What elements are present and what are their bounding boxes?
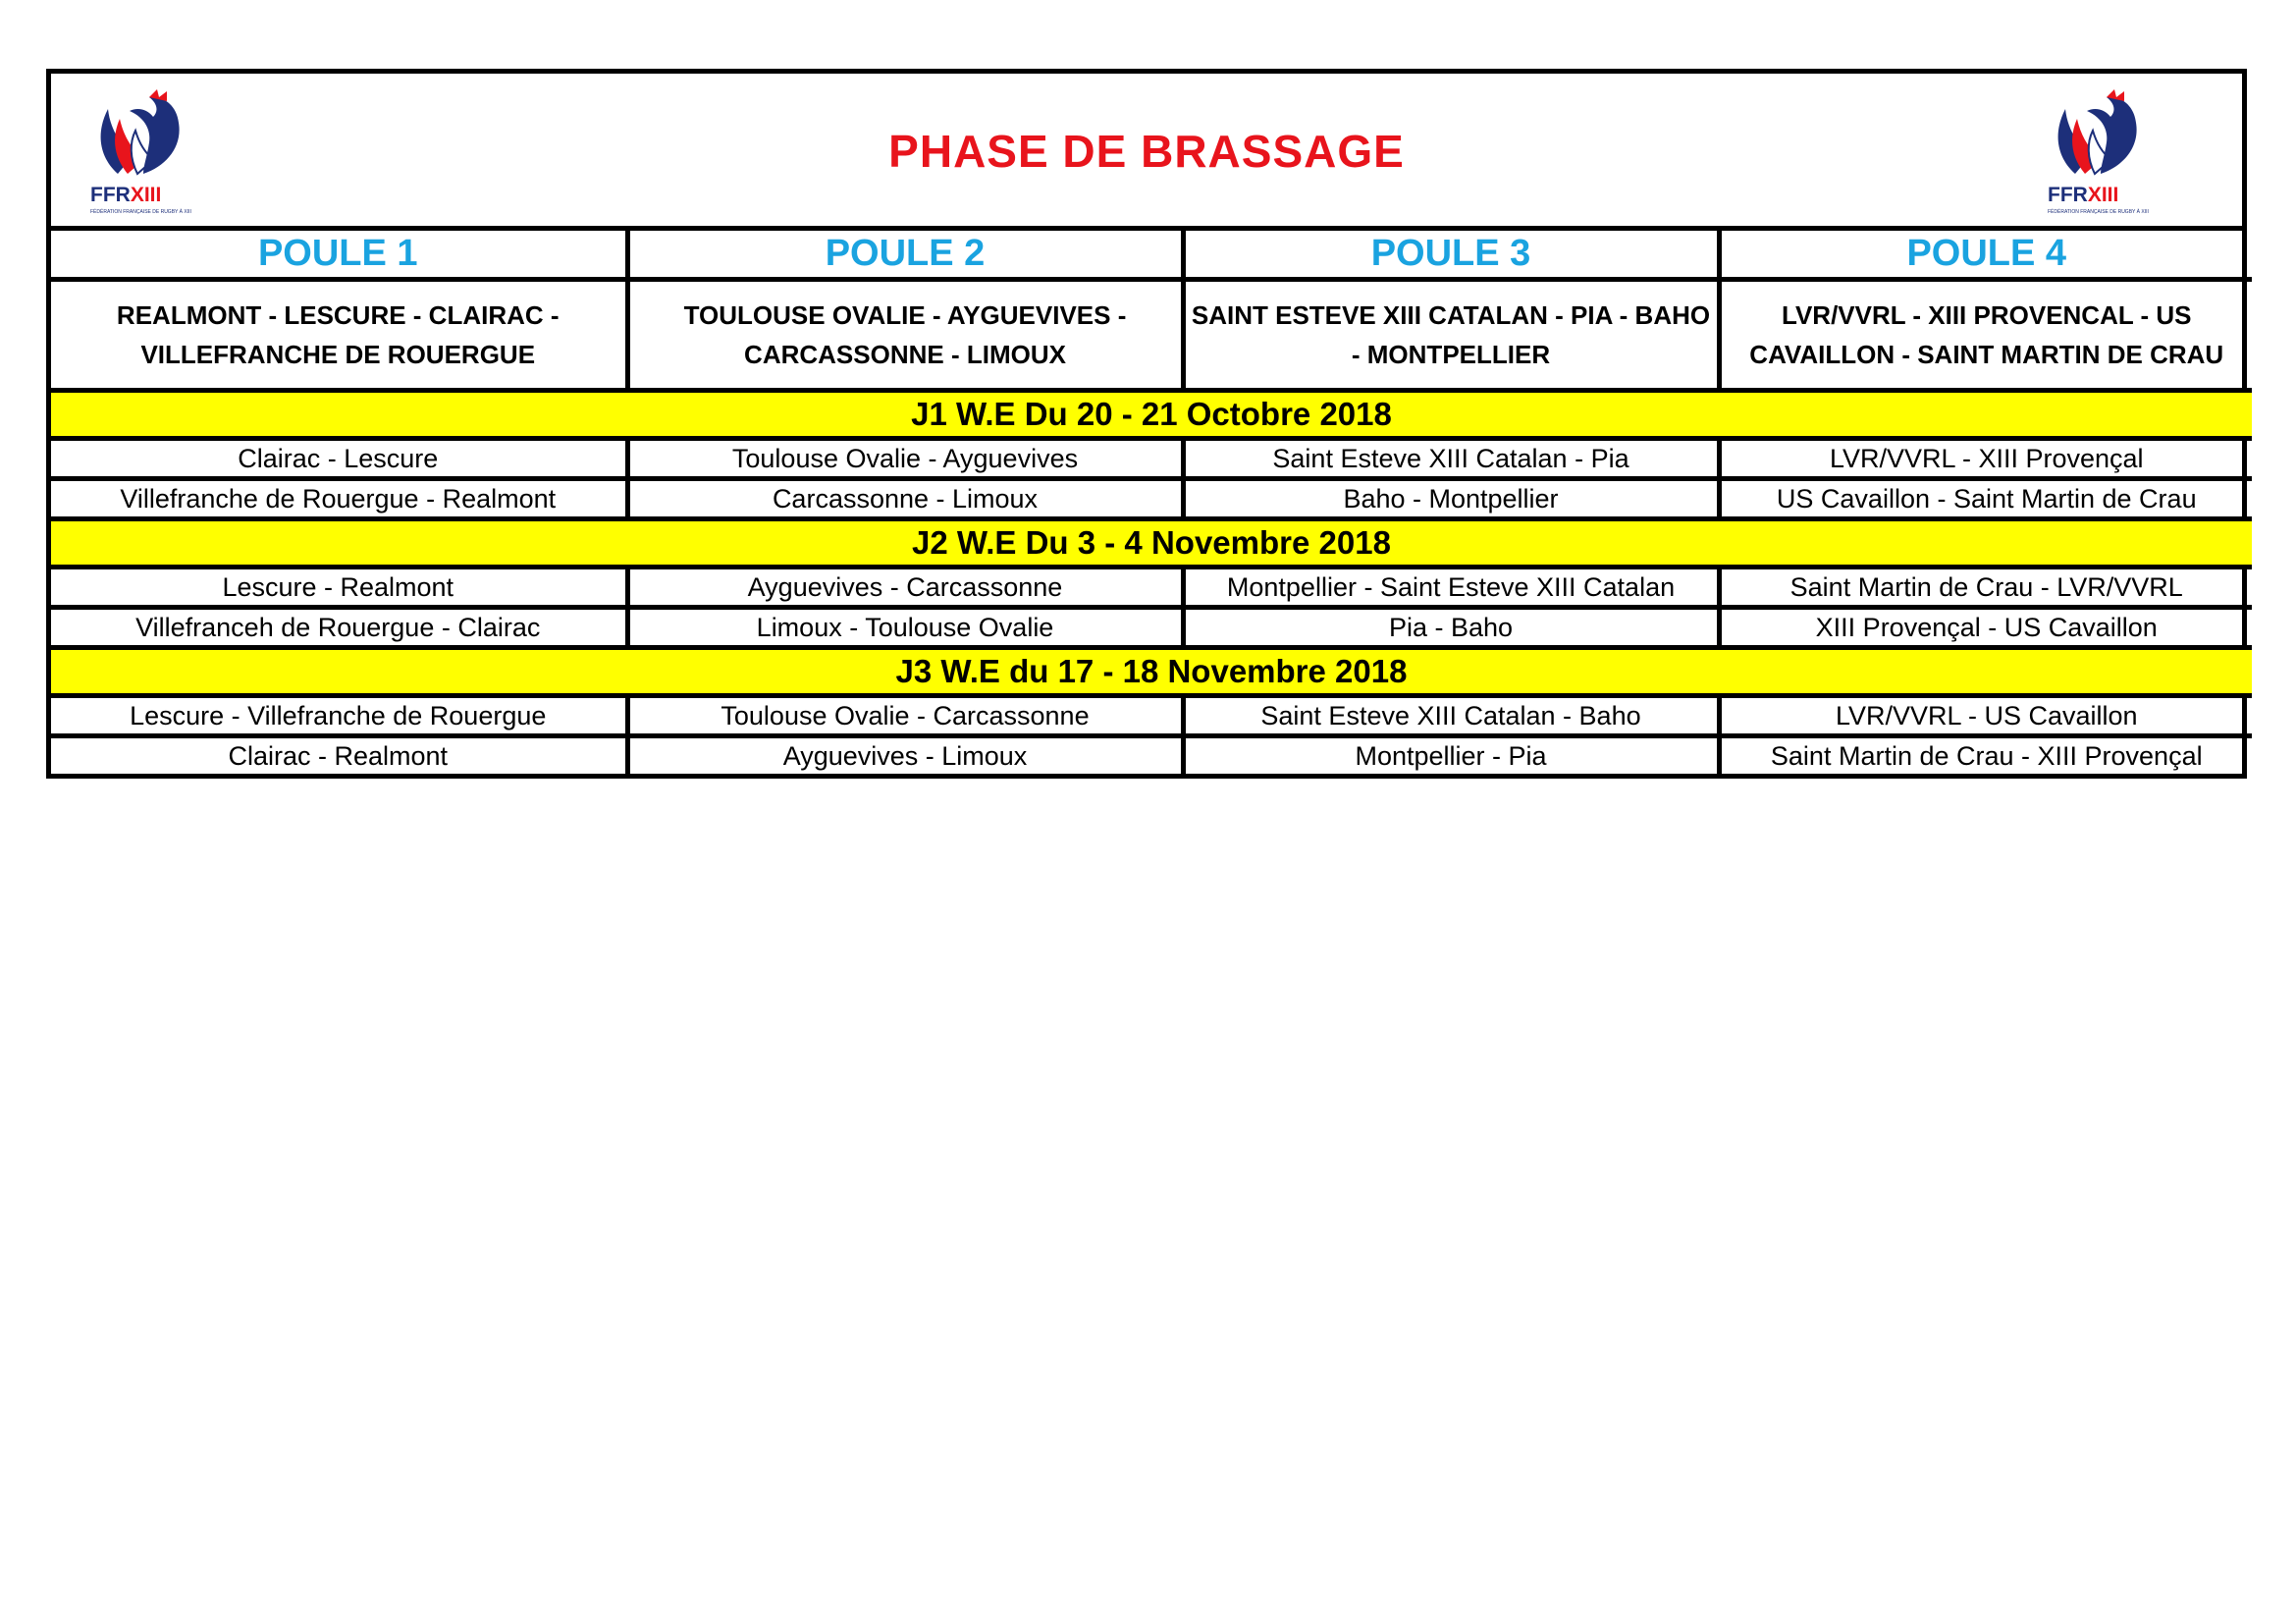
match-cell: Ayguevives - Limoux xyxy=(627,736,1183,775)
poule-teams: REALMONT - LESCURE - CLAIRAC - VILLEFRANCHE DE ROUERGUE xyxy=(51,280,627,391)
round-row xyxy=(51,519,2252,568)
match-cell: LVR/VVRL - US Cavaillon xyxy=(1719,696,2252,736)
logo-subtitle: FÉDÉRATION FRANÇAISE DE RUGBY À XIII xyxy=(90,209,191,215)
round-row xyxy=(51,648,2252,696)
match-cell: XIII Provençal - US Cavaillon xyxy=(1719,608,2252,648)
logo-text: FFRXIII xyxy=(90,184,162,206)
match-cell: LVR/VVRL - XIII Provençal xyxy=(1719,439,2252,479)
logo-subtitle: FÉDÉRATION FRANÇAISE DE RUGBY À XIII xyxy=(2048,209,2149,215)
match-cell: Montpellier - Saint Esteve XIII Catalan xyxy=(1183,568,1719,608)
ffr-xiii-logo-right xyxy=(2046,87,2154,215)
match-cell: Limoux - Toulouse Ovalie xyxy=(627,608,1183,648)
poule-header: POULE 1 xyxy=(51,231,627,280)
match-row xyxy=(51,736,2252,775)
match-row xyxy=(51,608,2252,648)
logo-text: FFRXIII xyxy=(2048,184,2119,206)
match-cell: Saint Esteve XIII Catalan - Pia xyxy=(1183,439,1719,479)
header xyxy=(51,74,2242,231)
match-cell: Baho - Montpellier xyxy=(1183,479,1719,519)
round-label: J3 W.E du 17 - 18 Novembre 2018 xyxy=(51,648,2252,696)
poule-teams: LVR/VVRL - XIII PROVENCAL - US CAVAILLON - SAINT MARTIN DE CRAU xyxy=(1719,280,2252,391)
poule-teams: TOULOUSE OVALIE - AYGUEVIVES - CARCASSONNE - LIMOUX xyxy=(627,280,1183,391)
match-row xyxy=(51,696,2252,736)
match-cell: Clairac - Lescure xyxy=(51,439,627,479)
poule-header: POULE 3 xyxy=(1183,231,1719,280)
match-cell: Lescure - Villefranche de Rouergue xyxy=(51,696,627,736)
match-row xyxy=(51,568,2252,608)
page-title: PHASE DE BRASSAGE xyxy=(888,126,1405,177)
schedule-table xyxy=(51,231,2252,774)
match-cell: Clairac - Realmont xyxy=(51,736,627,775)
match-cell: Toulouse Ovalie - Ayguevives xyxy=(627,439,1183,479)
match-cell: Carcassonne - Limoux xyxy=(627,479,1183,519)
match-row xyxy=(51,479,2252,519)
round-row xyxy=(51,391,2252,439)
round-label: J1 W.E Du 20 - 21 Octobre 2018 xyxy=(51,391,2252,439)
poule-teams: SAINT ESTEVE XIII CATALAN - PIA - BAHO - MONTPELLIER xyxy=(1183,280,1719,391)
match-cell: Lescure - Realmont xyxy=(51,568,627,608)
poule-header: POULE 2 xyxy=(627,231,1183,280)
poule-teams-row xyxy=(51,280,2252,391)
schedule-sheet xyxy=(46,69,2247,779)
poule-header: POULE 4 xyxy=(1719,231,2252,280)
match-cell: Pia - Baho xyxy=(1183,608,1719,648)
rooster-logo-icon xyxy=(2046,87,2154,186)
match-cell: US Cavaillon - Saint Martin de Crau xyxy=(1719,479,2252,519)
match-cell: Villefranche de Rouergue - Realmont xyxy=(51,479,627,519)
match-cell: Montpellier - Pia xyxy=(1183,736,1719,775)
match-cell: Toulouse Ovalie - Carcassonne xyxy=(627,696,1183,736)
match-row xyxy=(51,439,2252,479)
match-cell: Saint Martin de Crau - LVR/VVRL xyxy=(1719,568,2252,608)
match-cell: Saint Martin de Crau - XIII Provençal xyxy=(1719,736,2252,775)
poule-header-row xyxy=(51,231,2252,280)
match-cell: Villefranceh de Rouergue - Clairac xyxy=(51,608,627,648)
match-cell: Saint Esteve XIII Catalan - Baho xyxy=(1183,696,1719,736)
round-label: J2 W.E Du 3 - 4 Novembre 2018 xyxy=(51,519,2252,568)
match-cell: Ayguevives - Carcassonne xyxy=(627,568,1183,608)
